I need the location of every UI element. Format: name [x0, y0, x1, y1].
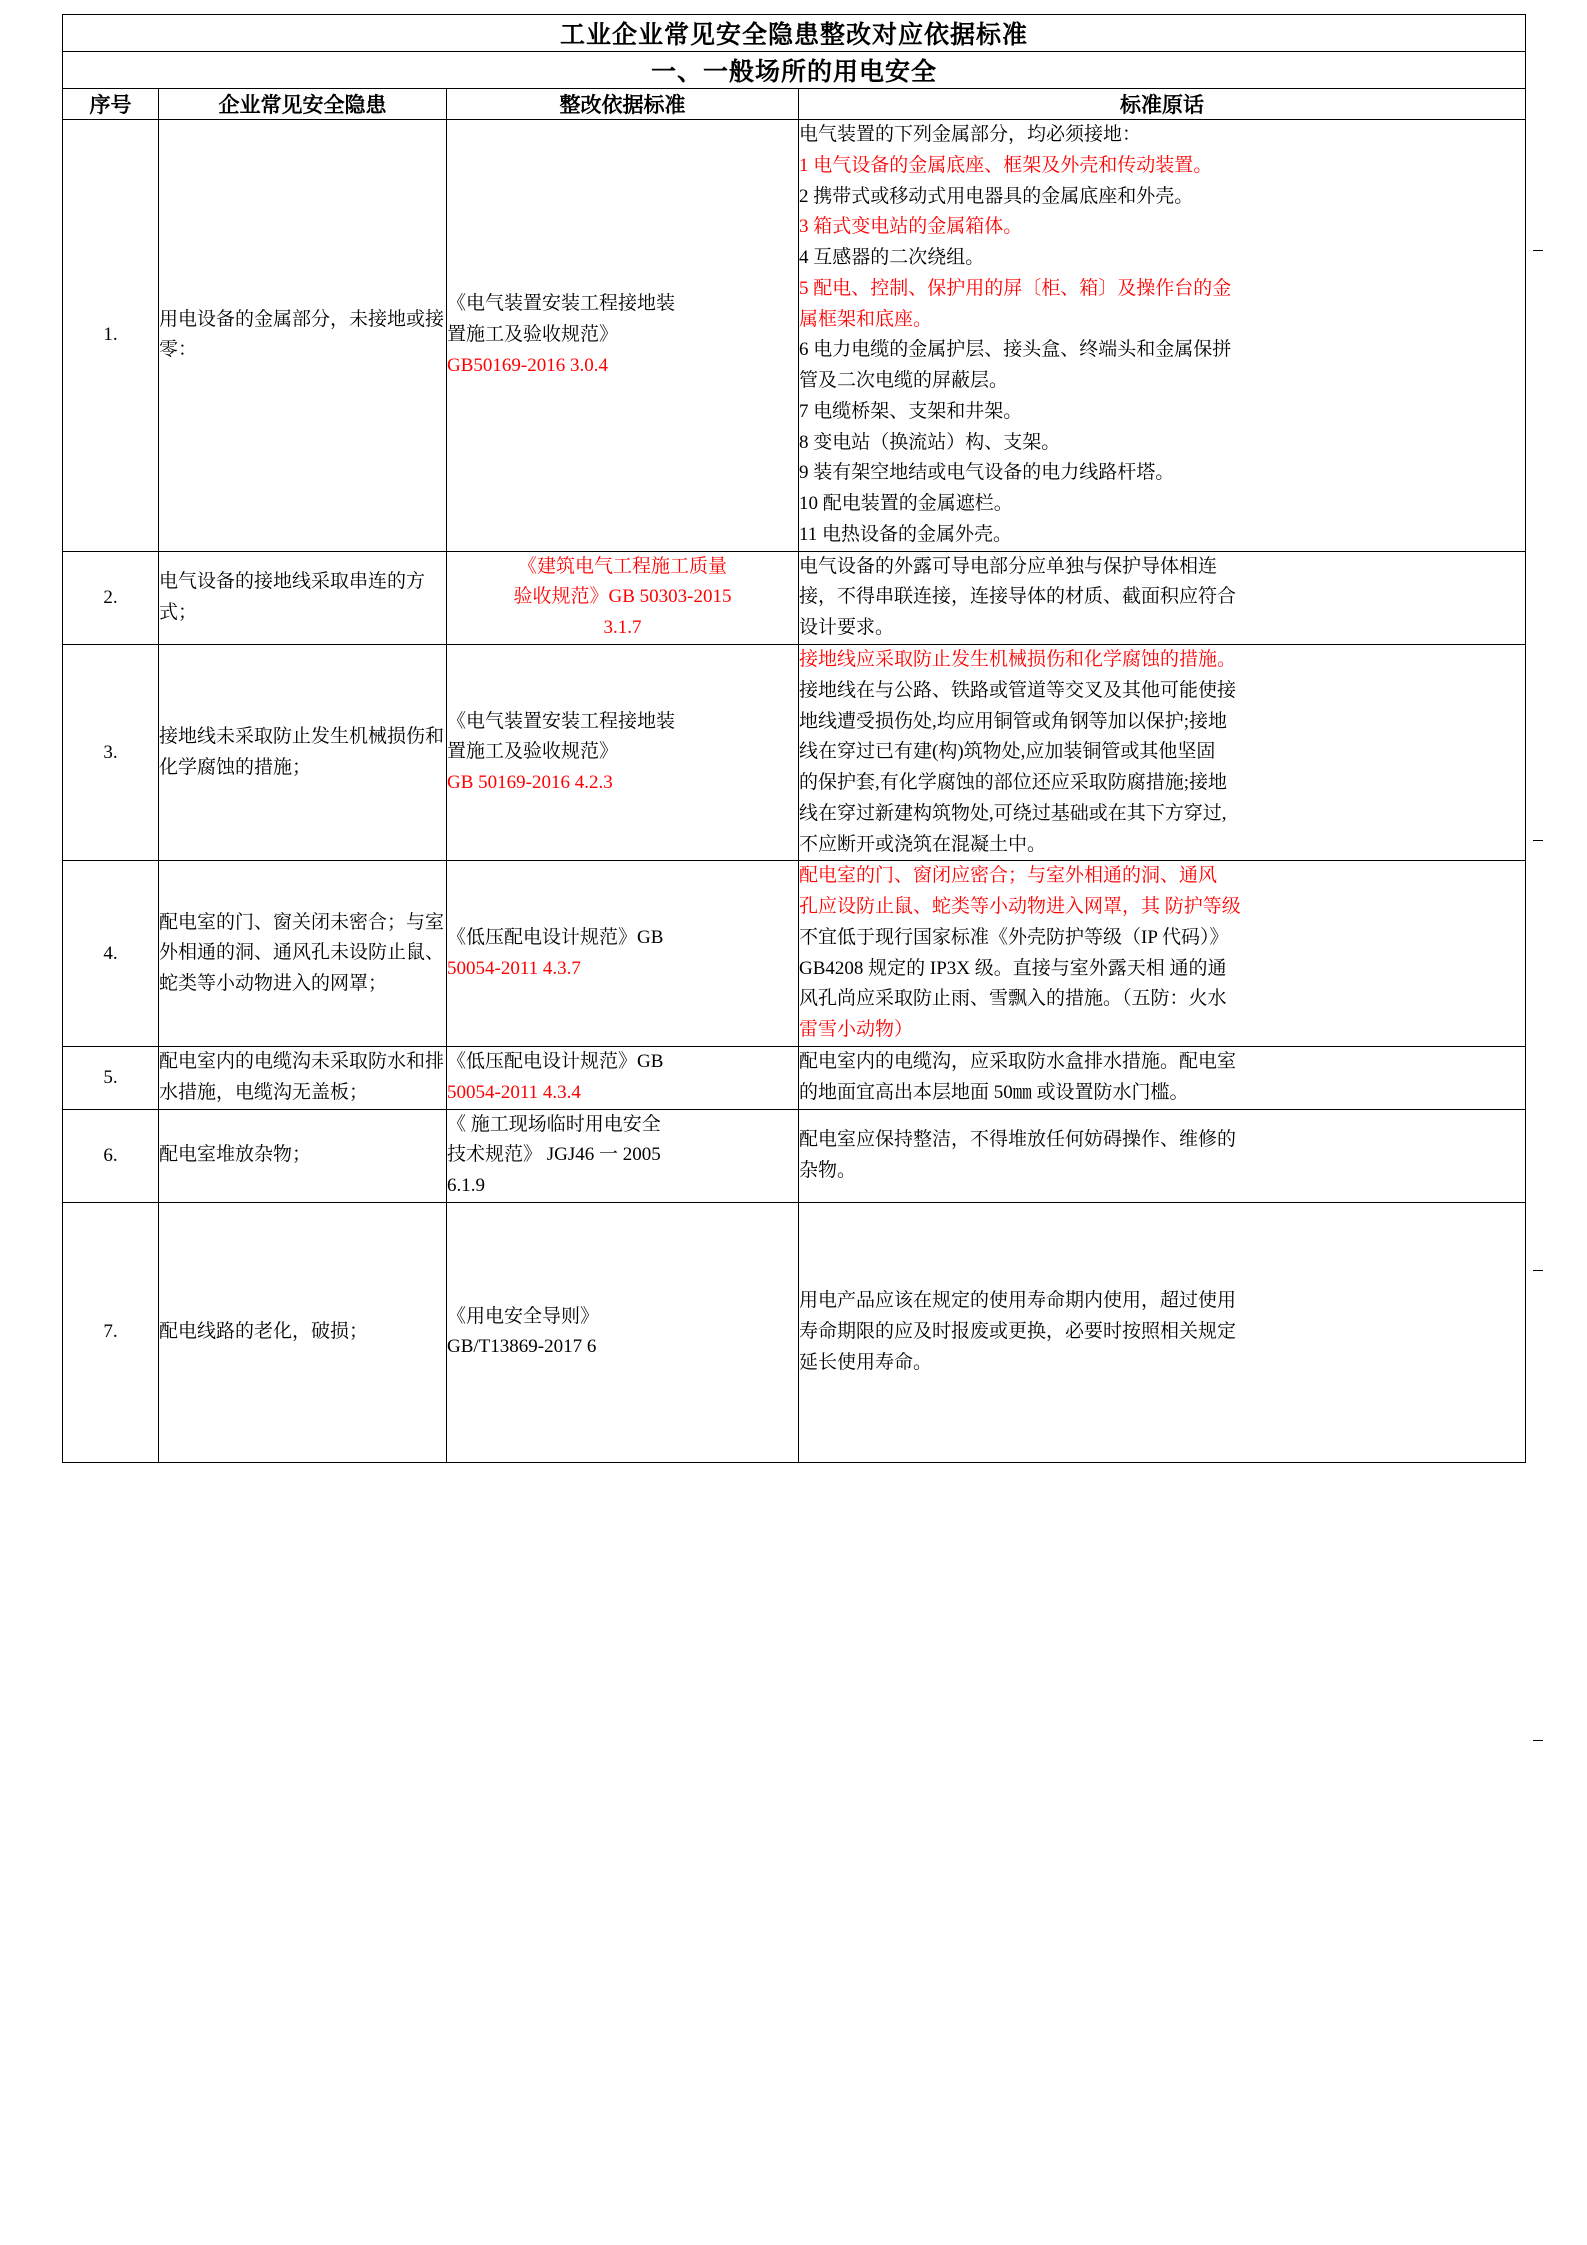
row-number: 4.	[63, 861, 159, 1047]
text-line: 5 配电、控制、保护用的屏〔柜、箱〕及操作台的金	[799, 277, 1232, 299]
row-hazard: 配电室的门、窗关闭未密合；与室外相通的洞、通风孔未设防止鼠、蛇类等小动物进入的网罩；	[159, 861, 447, 1047]
table-row	[63, 861, 1526, 1047]
text-line: 的保护套,有化学腐蚀的部位还应采取防腐措施;接地	[799, 772, 1228, 794]
row-hazard: 接地线未采取防止发生机械损伤和化学腐蚀的措施；	[159, 645, 447, 861]
header-standard: 整改依据标准	[447, 89, 799, 120]
row-standard-text	[799, 645, 1526, 861]
table-row	[63, 1109, 1526, 1202]
text-line: 1 电气设备的金属底座、框架及外壳和传动装置。	[799, 154, 1213, 176]
text-line: 11 电热设备的金属外壳。	[799, 523, 1013, 545]
row-standard-text	[799, 861, 1526, 1047]
document-title: 工业企业常见安全隐患整改对应依据标准	[63, 15, 1526, 52]
row-hazard: 配电室内的电缆沟未采取防水和排水措施，电缆沟无盖板；	[159, 1046, 447, 1109]
text-line: 2 携带式或移动式用电器具的金属底座和外壳。	[799, 185, 1194, 207]
text-line: 7 电缆桥架、支架和井架。	[799, 400, 1023, 422]
text-line: 设计要求。	[799, 617, 895, 639]
safety-hazard-table	[62, 14, 1526, 1463]
row-standard-text	[799, 551, 1526, 644]
table-title-row	[63, 15, 1526, 52]
text-line: 10 配电装置的金属遮栏。	[799, 493, 1013, 515]
standard-line: 50054-2011 4.3.7	[447, 957, 581, 979]
text-line: 的地面宜高出本层地面 50㎜ 或设置防水门槛。	[799, 1081, 1189, 1103]
standard-line: 《建筑电气工程施工质量	[517, 555, 727, 577]
table-header-row	[63, 89, 1526, 120]
row-hazard: 用电设备的金属部分，未接地或接零：	[159, 120, 447, 552]
row-standard	[447, 120, 799, 552]
table-row	[63, 120, 1526, 552]
standard-line: GB/T13869-2017 6	[447, 1336, 597, 1358]
text-line: 孔应设防止鼠、蛇类等小动物进入网罩，其 防护等级	[799, 896, 1241, 918]
row-standard-text	[799, 1109, 1526, 1202]
row-number: 6.	[63, 1109, 159, 1202]
standard-line: 技术规范》 JGJ46 一 2005	[447, 1144, 661, 1166]
text-line: 地线遭受损伤处,均应用铜管或角钢等加以保护;接地	[799, 710, 1228, 732]
standard-line: 《电气装置安装工程接地装	[447, 710, 676, 732]
standard-line: 验收规范》GB 50303-2015	[513, 586, 732, 608]
row-standard	[447, 1046, 799, 1109]
page-edge-mark	[1533, 1740, 1543, 1741]
table-row	[63, 1046, 1526, 1109]
text-line: 配电室的门、窗闭应密合；与室外相通的洞、通风	[799, 865, 1218, 887]
text-line: 管及二次电缆的屏蔽层。	[799, 370, 1009, 392]
standard-line: 50054-2011 4.3.4	[447, 1081, 581, 1103]
text-line: 接地线应采取防止发生机械损伤和化学腐蚀的措施。	[799, 649, 1237, 671]
row-number: 3.	[63, 645, 159, 861]
text-line: 9 装有架空地结或电气设备的电力线路杆塔。	[799, 462, 1175, 484]
row-standard	[447, 1202, 799, 1462]
text-line: GB4208 规定的 IP3X 级。直接与室外露天相 通的通	[799, 957, 1227, 979]
text-line: 6 电力电缆的金属护层、接头盒、终端头和金属保拼	[799, 339, 1232, 361]
row-standard	[447, 551, 799, 644]
page-edge-mark	[1533, 1270, 1543, 1271]
row-number: 1.	[63, 120, 159, 552]
row-standard-text	[799, 1046, 1526, 1109]
text-line: 雷雪小动物）	[799, 1019, 914, 1041]
text-line: 电气装置的下列金属部分，均必须接地：	[799, 124, 1142, 145]
text-line: 用电产品应该在规定的使用寿命期内使用，超过使用	[799, 1290, 1237, 1312]
table-section-row	[63, 52, 1526, 89]
standard-line: 《用电安全导则》	[447, 1305, 600, 1327]
page-edge-mark	[1533, 840, 1543, 841]
text-line: 3 箱式变电站的金属箱体。	[799, 216, 1023, 238]
text-line: 延长使用寿命。	[799, 1351, 933, 1373]
text-line: 杂物。	[799, 1159, 857, 1181]
header-text: 标准原话	[799, 89, 1526, 120]
standard-line: GB50169-2016 3.0.4	[447, 354, 608, 376]
standard-line: 3.1.7	[603, 617, 642, 639]
standard-line: 《电气装置安装工程接地装	[447, 293, 676, 315]
table-row	[63, 1202, 1526, 1462]
row-number: 2.	[63, 551, 159, 644]
text-line: 线在穿过新建构筑物处,可绕过基础或在其下方穿过,	[799, 802, 1227, 824]
row-hazard: 配电线路的老化，破损；	[159, 1202, 447, 1462]
text-line: 寿命期限的应及时报废或更换，必要时按照相关规定	[799, 1320, 1237, 1342]
standard-line: 《 施工现场临时用电安全	[447, 1113, 661, 1135]
row-standard-text	[799, 120, 1526, 552]
page-edge-mark	[1533, 250, 1543, 251]
text-line: 电气设备的外露可导电部分应单独与保护导体相连	[799, 555, 1218, 577]
text-line: 配电室应保持整洁，不得堆放任何妨碍操作、维修的	[799, 1128, 1237, 1150]
text-line: 接，不得串联连接，连接导体的材质、截面积应符合	[799, 586, 1237, 608]
text-line: 4 互感器的二次绕组。	[799, 247, 985, 269]
standard-line: 置施工及验收规范》	[447, 741, 619, 763]
text-line: 属框架和底座。	[799, 308, 933, 330]
standard-line: GB 50169-2016 4.2.3	[447, 772, 613, 794]
header-hazard: 企业常见安全隐患	[159, 89, 447, 120]
text-line: 不宜低于现行国家标准《外壳防护等级（IP 代码）》	[799, 926, 1229, 948]
row-number: 7.	[63, 1202, 159, 1462]
standard-line: 置施工及验收规范》	[447, 323, 619, 345]
row-hazard: 电气设备的接地线采取串连的方式；	[159, 551, 447, 644]
text-line: 8 变电站（换流站）构、支架。	[799, 431, 1061, 453]
row-number: 5.	[63, 1046, 159, 1109]
row-standard	[447, 645, 799, 861]
standard-line: 《低压配电设计规范》GB	[447, 1050, 664, 1072]
text-line: 风孔尚应采取防止雨、雪飘入的措施。（五防：火水	[799, 988, 1227, 1010]
standard-line: 6.1.9	[447, 1175, 485, 1197]
text-line: 不应断开或浇筑在混凝土中。	[799, 833, 1047, 855]
section-heading: 一、一般场所的用电安全	[63, 52, 1526, 89]
table-row	[63, 645, 1526, 861]
table-row	[63, 551, 1526, 644]
row-hazard: 配电室堆放杂物；	[159, 1109, 447, 1202]
row-standard-text	[799, 1202, 1526, 1462]
row-standard	[447, 1109, 799, 1202]
header-no: 序号	[63, 89, 159, 120]
text-line: 线在穿过已有建(构)筑物处,应加装铜管或其他坚固	[799, 741, 1216, 763]
row-standard	[447, 861, 799, 1047]
text-line: 配电室内的电缆沟，应采取防水盒排水措施。配电室	[799, 1050, 1237, 1072]
text-line: 接地线在与公路、铁路或管道等交叉及其他可能使接	[799, 679, 1237, 701]
standard-line: 《低压配电设计规范》GB	[447, 926, 664, 948]
